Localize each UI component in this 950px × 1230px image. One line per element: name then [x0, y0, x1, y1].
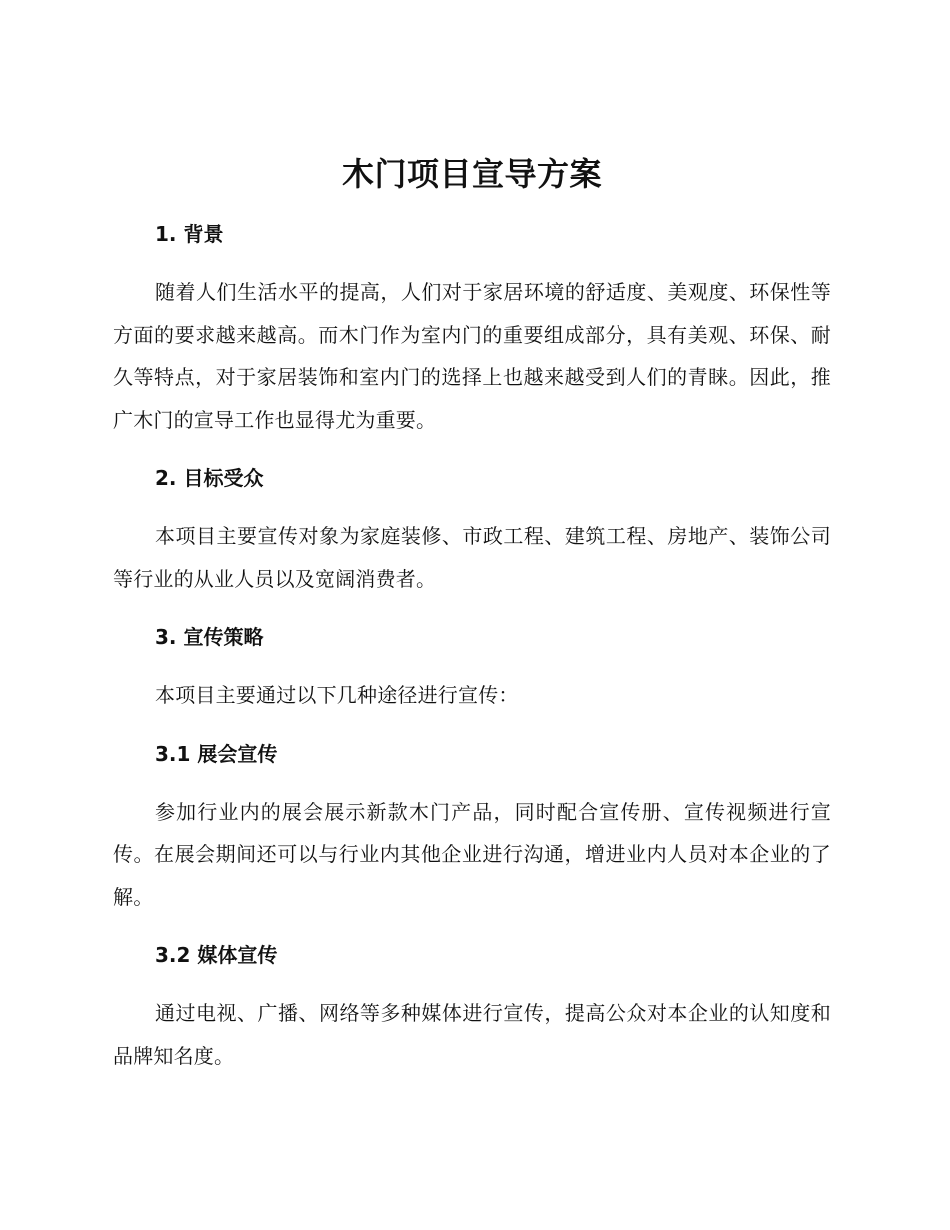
section-heading-strategy: 3. 宣传策略	[155, 625, 264, 649]
section-heading-background: 1. 背景	[155, 222, 224, 246]
section-paragraph-background: 随着人们生活水平的提高，人们对于家居环境的舒适度、美观度、环保性等方面的要求越来越高。而木门作为室内门的重要组成部分，具有美观、环保、耐久等特点，对于家居装饰和室内门的选择上也越来越受到人们的青睐。因此，推广木门的宣导工作也显得尤为重要。	[113, 280, 831, 432]
section-heading-media: 3.2 媒体宣传	[155, 943, 278, 967]
section-paragraph-media: 通过电视、广播、网络等多种媒体进行宣传，提高公众对本企业的认知度和品牌知名度。	[113, 1001, 831, 1068]
section-paragraph-target-audience: 本项目主要宣传对象为家庭装修、市政工程、建筑工程、房地产、装饰公司等行业的从业人员以及宽阔消费者。	[113, 524, 831, 591]
section-paragraph-exhibition: 参加行业内的展会展示新款木门产品，同时配合宣传册、宣传视频进行宣传。在展会期间还可以与行业内其他企业进行沟通，增进业内人员对本企业的了解。	[113, 799, 831, 909]
document-title: 木门项目宣导方案	[341, 155, 602, 193]
section-heading-exhibition: 3.1 展会宣传	[155, 741, 278, 766]
document-body	[113, 150, 831, 1077]
section-heading-target-audience: 2. 目标受众	[155, 466, 264, 490]
section-paragraph-strategy: 本项目主要通过以下几种途径进行宣传：	[155, 683, 519, 707]
